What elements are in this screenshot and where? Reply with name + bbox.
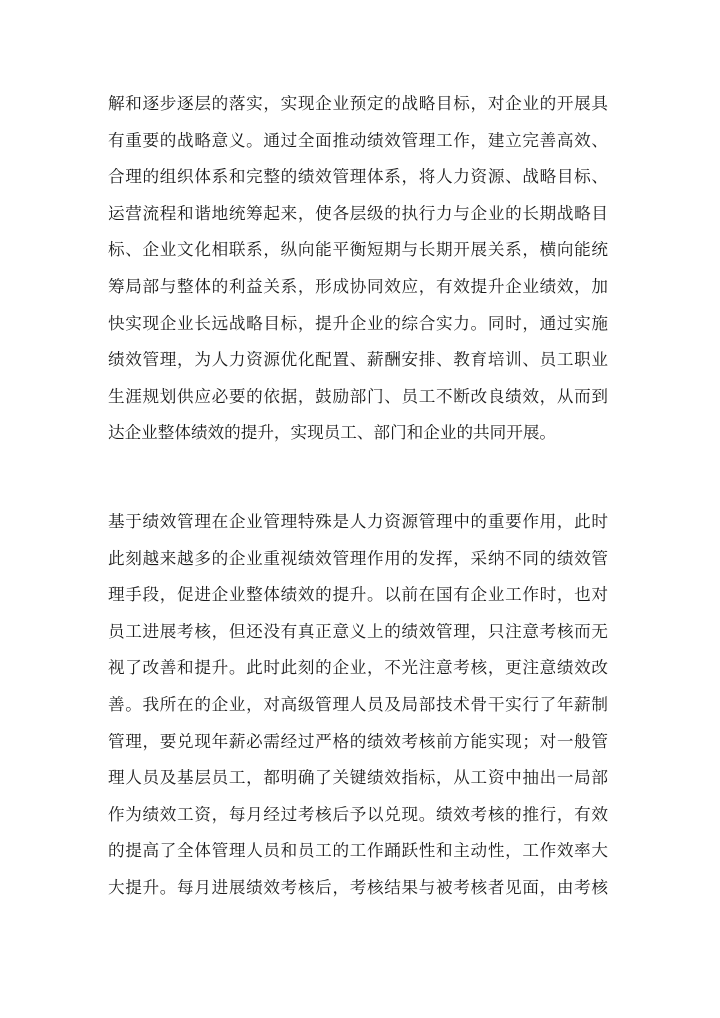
text-line: 标、企业文化相联系，纵向能平衡短期与长期开展关系，横向能统: [108, 240, 608, 260]
text-line: 视了改善和提升。此时此刻的企业，不光注意考核，更注意绩效改: [108, 658, 608, 678]
text-line: 理人员及基层员工，都明确了关键绩效指标，从工资中抽出一局部: [108, 768, 608, 788]
text-line: 合理的组织体系和完整的绩效管理体系，将人力资源、战略目标、: [108, 167, 608, 187]
text-line: 员工进展考核，但还没有真正意义上的绩效管理，只注意考核而无: [108, 621, 608, 641]
text-line: 基于绩效管理在企业管理特殊是人力资源管理中的重要作用，此时: [108, 512, 608, 531]
text-line: 作为绩效工资，每月经过考核后予以兑现。绩效考核的推行，有效: [108, 804, 608, 824]
text-line: 筹局部与整体的利益关系，形成协同效应，有效提升企业绩效，加: [108, 276, 608, 296]
text-line: 大提升。每月进展绩效考核后，考核结果与被考核者见面，由考核: [108, 877, 608, 897]
text-line: 善。我所在的企业，对高级管理人员及局部技术骨干实行了年薪制: [108, 694, 608, 714]
paragraph-1: [108, 86, 608, 452]
text-line: 运营流程和谐地统筹起来，使各层级的执行力与企业的长期战略目: [108, 203, 608, 223]
text-line: 达企业整体绩效的提升，实现员工、部门和企业的共同开展。: [108, 423, 557, 443]
text-line: 管理，要兑现年薪必需经过严格的绩效考核前方能实现；对一般管: [108, 731, 608, 751]
text-line: 此刻越来越多的企业重视绩效管理作用的发挥，采纳不同的绩效管: [108, 548, 608, 568]
text-line: 的提高了全体管理人员和员工的工作踊跃性和主动性，工作效率大: [108, 841, 608, 861]
paragraph-2: [108, 504, 608, 907]
text-line: 绩效管理，为人力资源优化配置、薪酬安排、教育培训、员工职业: [108, 350, 608, 370]
text-line: 有重要的战略意义。通过全面推动绩效管理工作，建立完善高效、: [108, 130, 608, 150]
text-line: 快实现企业长远战略目标，提升企业的综合实力。同时，通过实施: [108, 313, 608, 333]
text-line: 解和逐步逐层的落实，实现企业预定的战略目标，对企业的开展具: [108, 94, 608, 113]
text-line: 生涯规划供应必要的依据，鼓励部门、员工不断改良绩效，从而到: [108, 386, 608, 406]
text-line: 理手段，促进企业整体绩效的提升。以前在国有企业工作时，也对: [108, 585, 608, 605]
